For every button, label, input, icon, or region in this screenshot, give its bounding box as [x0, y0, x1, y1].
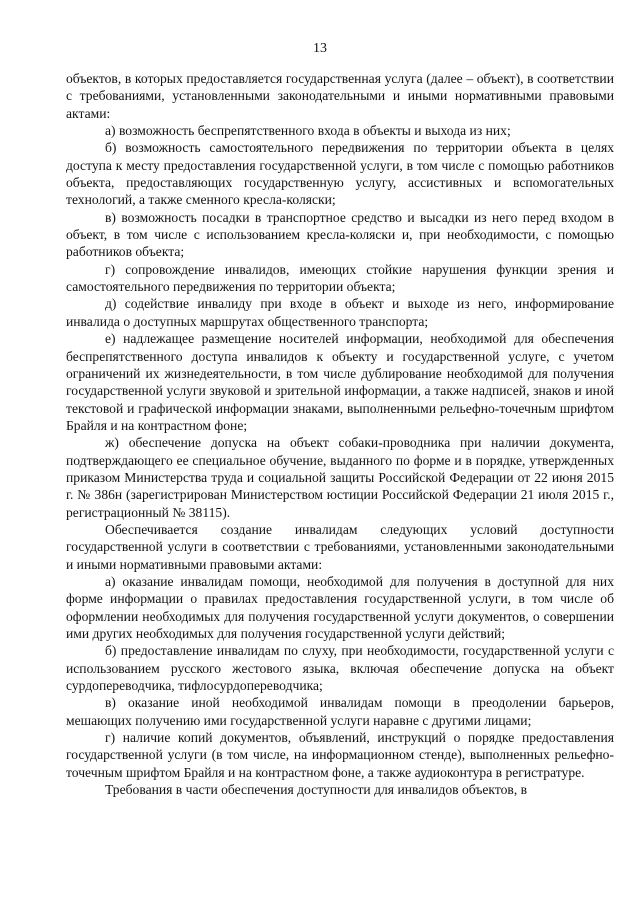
list-item-a-help: а) оказание инвалидам помощи, необходимой для получения в доступной для них форме информации о правилах предоставления государственной услуги, в том числе об оформлении необходимых для получения государственной услуги документов, о совершении ими других необходимых для получения государственной услуги действий; — [66, 573, 614, 641]
list-item-a-entry: а) возможность беспрепятственного входа в объекты и выхода из них; — [105, 123, 511, 139]
paragraph-conditions-intro: Обеспечивается создание инвалидам следующих условий доступности государственной услуги в соответствии с требованиями, установленными законодательными и иными нормативными правовыми актами: — [66, 521, 614, 572]
paragraph-requirements: Требования в части обеспечения доступности для инвалидов объектов, в — [105, 782, 528, 798]
list-item-zh-guide-dog: ж) обеспечение допуска на объект собаки-проводника при наличии документа, подтверждающего ее специальное обучение, выданного по форме и в порядке, утвержденных приказом Министерства труда и социальной защиты Российской Федерации от 22 июня 2015 г. № 386н (зарегистрирован Министерством юстиции Российской Федерации 21 июля 2015 г., регистрационный № 38115). — [66, 435, 614, 520]
list-item-b-movement: б) возможность самостоятельного передвижения по территории объекта в целях доступа к месту предоставления государственной услуги, в том числе с помощью работников объекта, предоставляющих государственную услугу, ассистивных и вспомогательных технологий, а также сменного кресла-коляски; — [66, 140, 614, 208]
list-item-v-barriers: в) оказание иной необходимой инвалидам помощи в преодолении барьеров, мешающих получению ими государственной услуги наравне с другими лицами; — [66, 695, 614, 728]
list-item-b-sign-language: б) предоставление инвалидам по слуху, при необходимости, государственной услуги с использованием русского жестового языка, включая обеспечение допуска на объект сурдопереводчика, тифлосурдопереводчика; — [66, 643, 614, 694]
list-item-e-information: е) надлежащее размещение носителей информации, необходимой для обеспечения беспрепятственного доступа инвалидов к объекту и государственной услуге, с учетом ограничений их жизнедеятельности, в том числе дублирование необходимой для получения государственной услуги звуковой и зрительной информации, а также надписей, знаков и иной текстовой и графической информации знаками, выполненными рельефно-точечным шрифтом Брайля и на контрастном фоне; — [66, 331, 614, 433]
list-item-d-assistance: д) содействие инвалиду при входе в объект и выходе из него, информирование инвалида о доступных маршрутах общественного транспорта; — [66, 296, 614, 329]
list-item-g-braille-copies: г) наличие копий документов, объявлений, инструкций о порядке предоставления государственной услуги (в том числе, на информационном стенде), выполненных рельефно-точечным шрифтом Брайля и на контрастном фоне, а также аудиоконтура в регистратуре. — [66, 730, 614, 780]
paragraph-objects-intro: объектов, в которых предоставляется государственная услуга (далее – объект), в соответствии с требованиями, установленными законодательными и иными нормативными правовыми актами: — [66, 71, 614, 121]
list-item-g-escort: г) сопровождение инвалидов, имеющих стойкие нарушения функции зрения и самостоятельного передвижения по территории объекта; — [66, 261, 614, 295]
page-number: 13 — [313, 41, 327, 56]
list-item-v-transport: в) возможность посадки в транспортное средство и высадки из него перед входом в объект, в том числе с использованием кресла-коляски и, при необходимости, с помощью работников объекта; — [66, 209, 614, 260]
document-body — [66, 70, 614, 798]
